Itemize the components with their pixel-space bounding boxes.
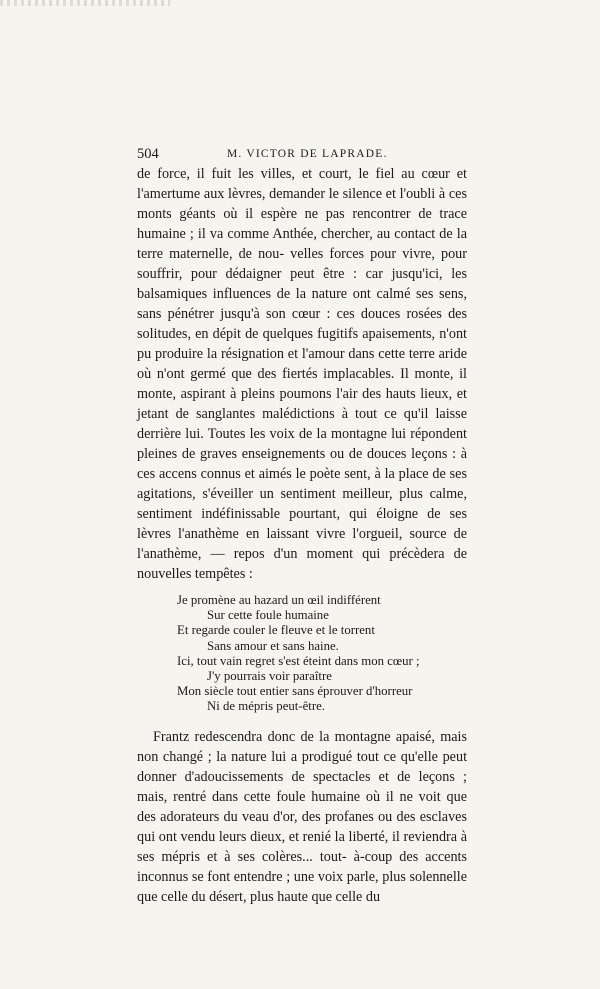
text-line: où n'ont germé que des fiertés implacables. Il monte, il monte, (137, 366, 467, 402)
text-line: de force, il fuit les villes, et court, le fiel au cœur et l'amertume (137, 166, 467, 202)
body-text (137, 164, 467, 907)
paragraph (137, 727, 467, 907)
text-line: de sanglantes malédictions à tout ce qu'il laisse derrière lui. (137, 406, 467, 442)
scan-artifact (0, 0, 170, 6)
text-line: qui précèdera de nouvelles tempêtes : (137, 546, 467, 582)
verse-line: Je promène au hazard un œil indifférent (177, 593, 381, 607)
text-line: sentiment meilleur, plus calme, sentiment indéfinissable (137, 486, 467, 522)
text-line: car jusqu'ici, les balsamiques influences de la nature ont calmé (137, 266, 467, 302)
verse-quote (177, 593, 467, 715)
text-line: où il espère ne pas rencontrer de trace humaine ; il va comme (137, 206, 467, 242)
running-head: M. VICTOR DE LAPRADE. (227, 148, 388, 160)
verse-line: Sur cette foule humaine (207, 608, 329, 623)
verse-line: Et regarde couler le fleuve et le torrent (177, 623, 375, 638)
text-line: pu produire la résignation et l'amour dans cette terre aride (137, 346, 467, 362)
text-line: pourtant, qui éloigne de ses lèvres l'anathème en laissant (137, 506, 468, 542)
text-line: velles forces pour vivre, pour souffrir, pour dédaigner peut être : (137, 246, 467, 282)
verse-line: Sans amour et sans haine. (207, 638, 339, 653)
text-line: cette foule humaine où il ne voit que des adorateurs du veau (137, 788, 467, 825)
text-line: Anthée, chercher, au contact de la terre maternelle, de nou- (137, 226, 467, 262)
text-line: aimés le poète sent, à la place de ses agitations, s'éveiller un (137, 466, 467, 502)
text-line: renié la liberté, il reviendra à ses mépris et à ses colères... tout- (137, 828, 467, 865)
text-line: à-coup des accents inconnus se font entendre ; une voix parle, (137, 848, 467, 885)
paragraph (137, 164, 467, 584)
text-line: Toutes les voix de la montagne lui répondent pleines de graves (137, 426, 468, 462)
verse-line: Ici, tout vain regret s'est éteint dans mon cœur ; (177, 653, 420, 668)
text-line: d'or, des profanes ou des esclaves qui ont vendu leurs dieux, et (137, 808, 467, 845)
text-line: enseignements ou de douces leçons : à ces accens connus et (137, 446, 468, 482)
verse-line: Ni de mépris peut-être. (207, 699, 325, 714)
text-line: ses sens, sans pénétrer jusqu'à son cœur : ces douces rosées (137, 286, 467, 322)
text-line: des solitudes, en dépit de quelques fugitifs apaisements, n'ont (137, 306, 467, 342)
text-line: d'adoucissements de spectacles et de leçons ; mais, rentré dans (137, 768, 467, 805)
text-line: aspirant à pleins poumons l'air des hauts lieux, et jetant (137, 386, 467, 422)
verse-line: J'y pourrais voir paraître (207, 669, 332, 684)
text-line: aux lèvres, demander le silence et l'oubli à ces monts géants (137, 186, 467, 222)
verse-line: Mon siècle tout entier sans éprouver d'horreur (177, 684, 413, 699)
text-line: Frantz redescendra donc de la montagne apaisé, mais non (137, 728, 467, 765)
page-number: 504 (137, 146, 159, 162)
text-line: vivre l'orgueil, source de l'anathème, — repos d'un moment (137, 526, 467, 562)
text-line: plus solennelle que celle du désert, plus haute que celle du (137, 868, 468, 905)
text-line: changé ; la nature lui a prodigué tout ce qu'elle peut donner (137, 748, 468, 785)
